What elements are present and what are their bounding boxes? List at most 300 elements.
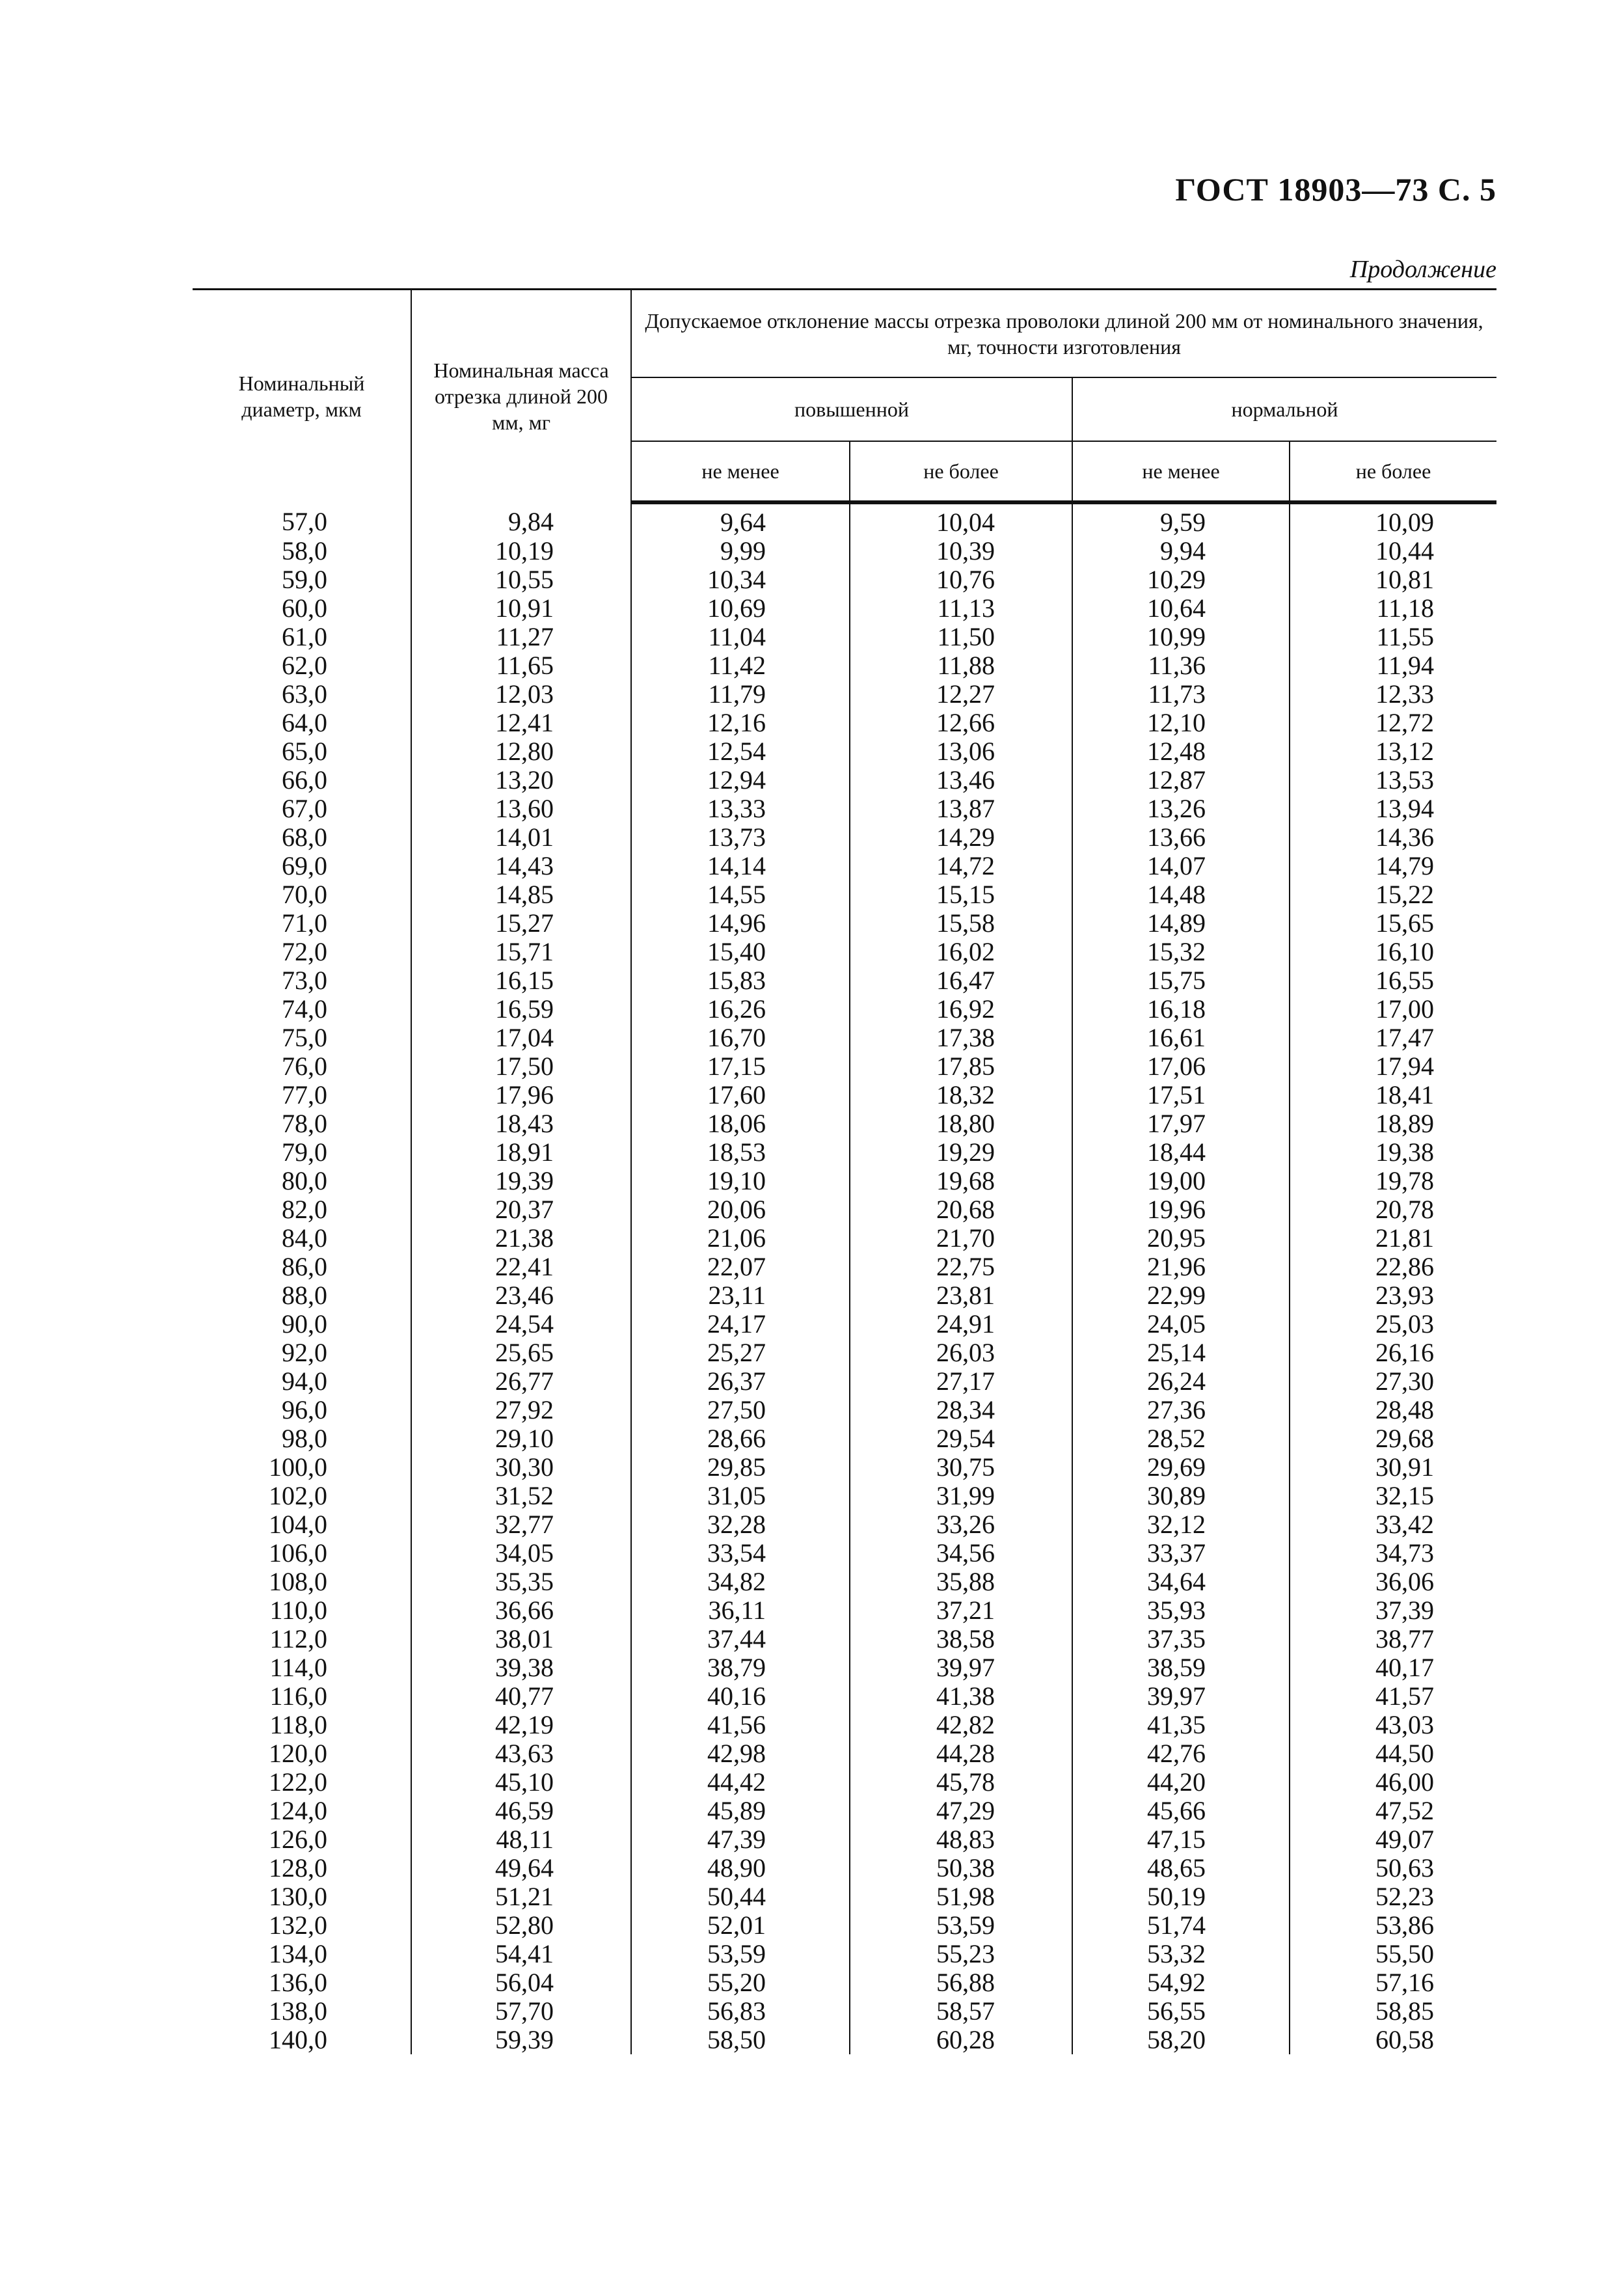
cell-diameter: 104,0 <box>269 1510 327 1539</box>
cell-nominal-mass: 36,66 <box>411 1596 631 1625</box>
table-row <box>193 594 1496 623</box>
cell-normal-not-more: 58,85 <box>1290 1997 1496 2026</box>
cell-normal-not-less: 14,89 <box>1072 909 1290 938</box>
cell-diameter: 92,0 <box>282 1338 327 1367</box>
cell-nominal-mass: 23,46 <box>411 1281 631 1310</box>
cell-normal-not-less: 47,15 <box>1072 1825 1290 1854</box>
table-row <box>193 1453 1496 1482</box>
cell-normal-not-more: 22,86 <box>1290 1253 1496 1281</box>
cell-normal-not-more: 21,81 <box>1290 1224 1496 1253</box>
continuation-label: Продолжение <box>1349 256 1496 283</box>
header-normal-accuracy: нормальной <box>1072 377 1496 441</box>
cell-nominal-mass: 16,15 <box>411 966 631 995</box>
cell-diameter: 126,0 <box>269 1825 327 1854</box>
cell-increased-not-more: 56,88 <box>850 1968 1072 1997</box>
cell-diameter: 116,0 <box>269 1681 327 1711</box>
cell-increased-not-more: 31,99 <box>850 1482 1072 1510</box>
cell-increased-not-more: 10,76 <box>850 565 1072 594</box>
cell-normal-not-less: 29,69 <box>1072 1453 1290 1482</box>
table-body <box>193 502 1496 2054</box>
cell-increased-not-more: 28,34 <box>850 1396 1072 1424</box>
cell-increased-not-less: 18,53 <box>631 1138 850 1167</box>
cell-increased-not-more: 29,54 <box>850 1424 1072 1453</box>
cell-nominal-mass: 15,71 <box>411 938 631 966</box>
cell-increased-not-less: 20,06 <box>631 1195 850 1224</box>
table-row <box>193 1940 1496 1968</box>
cell-increased-not-less: 21,06 <box>631 1224 850 1253</box>
cell-diameter: 69,0 <box>282 851 327 880</box>
cell-nominal-mass: 18,43 <box>411 1109 631 1138</box>
cell-increased-not-less: 10,34 <box>631 565 850 594</box>
cell-diameter: 140,0 <box>269 2025 327 2054</box>
cell-increased-not-less: 44,42 <box>631 1768 850 1797</box>
cell-nominal-mass: 52,80 <box>411 1911 631 1940</box>
cell-normal-not-more: 11,18 <box>1290 594 1496 623</box>
cell-normal-not-more: 17,47 <box>1290 1024 1496 1052</box>
cell-normal-not-less: 17,97 <box>1072 1109 1290 1138</box>
cell-normal-not-less: 13,66 <box>1072 823 1290 852</box>
cell-increased-not-less: 26,37 <box>631 1367 850 1396</box>
cell-diameter: 65,0 <box>282 737 327 766</box>
table-row <box>193 1167 1496 1195</box>
table-row <box>193 909 1496 938</box>
cell-normal-not-more: 18,89 <box>1290 1109 1496 1138</box>
cell-nominal-mass: 48,11 <box>411 1825 631 1854</box>
cell-normal-not-less: 15,75 <box>1072 966 1290 995</box>
cell-normal-not-less: 20,95 <box>1072 1224 1290 1253</box>
cell-nominal-mass: 40,77 <box>411 1682 631 1711</box>
table-row <box>193 1997 1496 2026</box>
cell-normal-not-less: 11,36 <box>1072 651 1290 680</box>
cell-normal-not-less: 50,19 <box>1072 1883 1290 1911</box>
cell-increased-not-more: 16,92 <box>850 995 1072 1024</box>
cell-normal-not-less: 22,99 <box>1072 1281 1290 1310</box>
cell-diameter: 82,0 <box>282 1195 327 1224</box>
cell-increased-not-less: 25,27 <box>631 1339 850 1367</box>
cell-increased-not-less: 50,44 <box>631 1883 850 1911</box>
cell-increased-not-less: 19,10 <box>631 1167 850 1195</box>
cell-normal-not-more: 12,33 <box>1290 680 1496 709</box>
cell-increased-not-less: 52,01 <box>631 1911 850 1940</box>
cell-diameter: 84,0 <box>282 1223 327 1253</box>
cell-diameter: 80,0 <box>282 1166 327 1195</box>
cell-nominal-mass: 12,80 <box>411 737 631 766</box>
cell-diameter: 134,0 <box>269 1939 327 1968</box>
cell-normal-not-less: 12,48 <box>1072 737 1290 766</box>
table-row <box>193 1510 1496 1539</box>
cell-diameter: 77,0 <box>282 1080 327 1109</box>
cell-nominal-mass: 13,60 <box>411 795 631 823</box>
table-row <box>193 1109 1496 1138</box>
cell-increased-not-more: 21,70 <box>850 1224 1072 1253</box>
table-row <box>193 938 1496 966</box>
cell-diameter: 66,0 <box>282 765 327 795</box>
cell-normal-not-more: 16,10 <box>1290 938 1496 966</box>
cell-nominal-mass: 18,91 <box>411 1138 631 1167</box>
cell-nominal-mass: 59,39 <box>411 2026 631 2054</box>
cell-normal-not-more: 20,78 <box>1290 1195 1496 1224</box>
cell-increased-not-more: 45,78 <box>850 1768 1072 1797</box>
cell-normal-not-more: 47,52 <box>1290 1797 1496 1825</box>
table-row <box>193 766 1496 795</box>
cell-increased-not-less: 33,54 <box>631 1539 850 1568</box>
table-row <box>193 1568 1496 1596</box>
cell-increased-not-less: 15,40 <box>631 938 850 966</box>
cell-nominal-mass: 42,19 <box>411 1711 631 1739</box>
cell-nominal-mass: 14,85 <box>411 880 631 909</box>
header-nominal-diameter: Номинальный диаметр, мкм <box>238 372 365 421</box>
cell-normal-not-less: 25,14 <box>1072 1339 1290 1367</box>
cell-increased-not-more: 19,68 <box>850 1167 1072 1195</box>
cell-increased-not-more: 30,75 <box>850 1453 1072 1482</box>
cell-increased-not-less: 18,06 <box>631 1109 850 1138</box>
cell-increased-not-more: 20,68 <box>850 1195 1072 1224</box>
table-row <box>193 1825 1496 1854</box>
cell-normal-not-less: 27,36 <box>1072 1396 1290 1424</box>
cell-increased-not-less: 13,73 <box>631 823 850 852</box>
cell-normal-not-more: 38,77 <box>1290 1625 1496 1653</box>
cell-increased-not-more: 11,13 <box>850 594 1072 623</box>
cell-increased-not-more: 16,02 <box>850 938 1072 966</box>
table-row <box>193 966 1496 995</box>
cell-normal-not-more: 12,72 <box>1290 709 1496 737</box>
cell-normal-not-more: 11,55 <box>1290 623 1496 651</box>
cell-increased-not-less: 14,55 <box>631 880 850 909</box>
cell-normal-not-more: 40,17 <box>1290 1653 1496 1682</box>
cell-normal-not-more: 37,39 <box>1290 1596 1496 1625</box>
cell-increased-not-less: 29,85 <box>631 1453 850 1482</box>
cell-increased-not-more: 17,85 <box>850 1052 1072 1081</box>
cell-normal-not-less: 10,99 <box>1072 623 1290 651</box>
cell-normal-not-less: 19,00 <box>1072 1167 1290 1195</box>
cell-increased-not-less: 12,54 <box>631 737 850 766</box>
cell-increased-not-more: 44,28 <box>850 1739 1072 1768</box>
cell-normal-not-less: 54,92 <box>1072 1968 1290 1997</box>
cell-nominal-mass: 57,70 <box>411 1997 631 2026</box>
cell-increased-not-less: 45,89 <box>631 1797 850 1825</box>
cell-normal-not-more: 11,94 <box>1290 651 1496 680</box>
cell-normal-not-less: 9,59 <box>1072 502 1290 537</box>
table-row <box>193 795 1496 823</box>
cell-increased-not-less: 14,14 <box>631 852 850 880</box>
cell-increased-not-more: 10,39 <box>850 537 1072 565</box>
cell-normal-not-less: 15,32 <box>1072 938 1290 966</box>
cell-increased-not-more: 18,80 <box>850 1109 1072 1138</box>
cell-normal-not-less: 45,66 <box>1072 1797 1290 1825</box>
cell-diameter: 74,0 <box>282 994 327 1024</box>
cell-diameter: 71,0 <box>282 908 327 938</box>
table-row <box>193 1081 1496 1109</box>
cell-diameter: 112,0 <box>269 1624 327 1653</box>
cell-increased-not-less: 10,69 <box>631 594 850 623</box>
cell-diameter: 61,0 <box>282 622 327 651</box>
cell-nominal-mass: 27,92 <box>411 1396 631 1424</box>
table-row <box>193 1883 1496 1911</box>
cell-increased-not-less: 9,99 <box>631 537 850 565</box>
table-row <box>193 852 1496 880</box>
cell-increased-not-more: 34,56 <box>850 1539 1072 1568</box>
cell-normal-not-less: 14,48 <box>1072 880 1290 909</box>
cell-normal-not-more: 16,55 <box>1290 966 1496 995</box>
cell-increased-not-less: 24,17 <box>631 1310 850 1339</box>
cell-normal-not-less: 39,97 <box>1072 1682 1290 1711</box>
cell-increased-not-less: 11,42 <box>631 651 850 680</box>
cell-normal-not-less: 33,37 <box>1072 1539 1290 1568</box>
table-row <box>193 1596 1496 1625</box>
cell-normal-not-less: 51,74 <box>1072 1911 1290 1940</box>
cell-increased-not-more: 16,47 <box>850 966 1072 995</box>
cell-normal-not-less: 32,12 <box>1072 1510 1290 1539</box>
cell-normal-not-less: 42,76 <box>1072 1739 1290 1768</box>
cell-diameter: 118,0 <box>269 1710 327 1739</box>
table-row <box>193 1653 1496 1682</box>
table-row <box>193 1625 1496 1653</box>
cell-normal-not-more: 17,94 <box>1290 1052 1496 1081</box>
cell-increased-not-less: 15,83 <box>631 966 850 995</box>
cell-normal-not-less: 10,64 <box>1072 594 1290 623</box>
cell-normal-not-less: 12,87 <box>1072 766 1290 795</box>
cell-diameter: 94,0 <box>282 1366 327 1396</box>
table-row <box>193 823 1496 852</box>
cell-increased-not-less: 37,44 <box>631 1625 850 1653</box>
cell-diameter: 63,0 <box>282 679 327 709</box>
cell-increased-not-less: 36,11 <box>631 1596 850 1625</box>
header-increased-not-less: не менее <box>631 441 850 502</box>
table-row <box>193 1339 1496 1367</box>
table-row <box>193 880 1496 909</box>
cell-normal-not-more: 13,53 <box>1290 766 1496 795</box>
cell-normal-not-less: 56,55 <box>1072 1997 1290 2026</box>
cell-increased-not-less: 41,56 <box>631 1711 850 1739</box>
cell-increased-not-less: 58,50 <box>631 2026 850 2054</box>
cell-diameter: 124,0 <box>269 1796 327 1825</box>
cell-nominal-mass: 39,38 <box>411 1653 631 1682</box>
cell-normal-not-less: 17,06 <box>1072 1052 1290 1081</box>
cell-increased-not-more: 14,72 <box>850 852 1072 880</box>
table-row <box>193 1911 1496 1940</box>
cell-increased-not-more: 48,83 <box>850 1825 1072 1854</box>
cell-normal-not-less: 11,73 <box>1072 680 1290 709</box>
cell-increased-not-less: 12,16 <box>631 709 850 737</box>
table-row <box>193 1424 1496 1453</box>
table-row <box>193 1281 1496 1310</box>
cell-normal-not-more: 10,09 <box>1290 502 1496 537</box>
cell-normal-not-more: 41,57 <box>1290 1682 1496 1711</box>
cell-normal-not-less: 28,52 <box>1072 1424 1290 1453</box>
cell-diameter: 114,0 <box>269 1653 327 1682</box>
cell-nominal-mass: 19,39 <box>411 1167 631 1195</box>
cell-diameter: 138,0 <box>269 1996 327 2026</box>
table-row <box>193 1024 1496 1052</box>
cell-diameter: 72,0 <box>282 937 327 966</box>
cell-nominal-mass: 11,65 <box>411 651 631 680</box>
cell-increased-not-less: 31,05 <box>631 1482 850 1510</box>
cell-nominal-mass: 51,21 <box>411 1883 631 1911</box>
table-row <box>193 737 1496 766</box>
cell-normal-not-less: 16,18 <box>1072 995 1290 1024</box>
cell-increased-not-less: 47,39 <box>631 1825 850 1854</box>
cell-diameter: 96,0 <box>282 1395 327 1424</box>
cell-normal-not-less: 37,35 <box>1072 1625 1290 1653</box>
cell-normal-not-less: 44,20 <box>1072 1768 1290 1797</box>
cell-increased-not-more: 11,88 <box>850 651 1072 680</box>
cell-increased-not-less: 11,79 <box>631 680 850 709</box>
cell-normal-not-less: 19,96 <box>1072 1195 1290 1224</box>
cell-increased-not-more: 13,46 <box>850 766 1072 795</box>
cell-nominal-mass: 22,41 <box>411 1253 631 1281</box>
cell-normal-not-less: 17,51 <box>1072 1081 1290 1109</box>
cell-normal-not-more: 34,73 <box>1290 1539 1496 1568</box>
cell-normal-not-less: 18,44 <box>1072 1138 1290 1167</box>
table-row <box>193 995 1496 1024</box>
table-row <box>193 1396 1496 1424</box>
cell-normal-not-more: 15,65 <box>1290 909 1496 938</box>
cell-normal-not-more: 13,12 <box>1290 737 1496 766</box>
cell-normal-not-less: 13,26 <box>1072 795 1290 823</box>
cell-normal-not-less: 12,10 <box>1072 709 1290 737</box>
cell-normal-not-less: 38,59 <box>1072 1653 1290 1682</box>
table-row <box>193 1968 1496 1997</box>
cell-increased-not-more: 37,21 <box>850 1596 1072 1625</box>
table-row <box>193 502 1496 537</box>
cell-increased-not-more: 13,87 <box>850 795 1072 823</box>
cell-diameter: 58,0 <box>282 536 327 565</box>
header-nominal-mass: Номинальная масса отрезка длиной 200 мм, мг <box>411 290 631 503</box>
cell-diameter: 132,0 <box>269 1910 327 1940</box>
cell-nominal-mass: 30,30 <box>411 1453 631 1482</box>
cell-increased-not-more: 12,66 <box>850 709 1072 737</box>
cell-increased-not-more: 15,58 <box>850 909 1072 938</box>
cell-increased-not-more: 24,91 <box>850 1310 1072 1339</box>
table-row <box>193 1797 1496 1825</box>
cell-nominal-mass: 56,04 <box>411 1968 631 1997</box>
cell-increased-not-less: 34,82 <box>631 1568 850 1596</box>
cell-normal-not-more: 19,38 <box>1290 1138 1496 1167</box>
cell-increased-not-more: 58,57 <box>850 1997 1072 2026</box>
cell-normal-not-more: 10,44 <box>1290 537 1496 565</box>
cell-increased-not-less: 16,26 <box>631 995 850 1024</box>
cell-diameter: 73,0 <box>282 966 327 995</box>
cell-nominal-mass: 14,01 <box>411 823 631 852</box>
cell-increased-not-more: 33,26 <box>850 1510 1072 1539</box>
cell-normal-not-more: 27,30 <box>1290 1367 1496 1396</box>
cell-normal-not-more: 10,81 <box>1290 565 1496 594</box>
cell-increased-not-more: 41,38 <box>850 1682 1072 1711</box>
cell-nominal-mass: 24,54 <box>411 1310 631 1339</box>
cell-increased-not-less: 9,64 <box>631 502 850 537</box>
cell-normal-not-more: 53,86 <box>1290 1911 1496 1940</box>
cell-increased-not-more: 14,29 <box>850 823 1072 852</box>
cell-diameter: 90,0 <box>282 1309 327 1339</box>
cell-normal-not-more: 43,03 <box>1290 1711 1496 1739</box>
cell-diameter: 108,0 <box>269 1567 327 1596</box>
table-row <box>193 680 1496 709</box>
cell-nominal-mass: 10,91 <box>411 594 631 623</box>
cell-normal-not-more: 46,00 <box>1290 1768 1496 1797</box>
cell-increased-not-more: 11,50 <box>850 623 1072 651</box>
cell-increased-not-more: 27,17 <box>850 1367 1072 1396</box>
cell-nominal-mass: 45,10 <box>411 1768 631 1797</box>
cell-nominal-mass: 20,37 <box>411 1195 631 1224</box>
cell-increased-not-more: 42,82 <box>850 1711 1072 1739</box>
cell-normal-not-more: 44,50 <box>1290 1739 1496 1768</box>
mass-tolerance-table <box>193 288 1496 2054</box>
cell-diameter: 67,0 <box>282 794 327 823</box>
cell-nominal-mass: 10,19 <box>411 537 631 565</box>
cell-normal-not-less: 35,93 <box>1072 1596 1290 1625</box>
cell-diameter: 110,0 <box>269 1596 327 1625</box>
cell-nominal-mass: 25,65 <box>411 1339 631 1367</box>
cell-increased-not-more: 60,28 <box>850 2026 1072 2054</box>
cell-normal-not-more: 55,50 <box>1290 1940 1496 1968</box>
cell-normal-not-more: 60,58 <box>1290 2026 1496 2054</box>
cell-diameter: 128,0 <box>269 1853 327 1883</box>
cell-increased-not-more: 47,29 <box>850 1797 1072 1825</box>
cell-normal-not-more: 52,23 <box>1290 1883 1496 1911</box>
cell-nominal-mass: 32,77 <box>411 1510 631 1539</box>
header-normal-not-more: не более <box>1290 441 1496 502</box>
cell-increased-not-less: 38,79 <box>631 1653 850 1682</box>
cell-increased-not-more: 13,06 <box>850 737 1072 766</box>
cell-diameter: 68,0 <box>282 823 327 852</box>
cell-normal-not-more: 33,42 <box>1290 1510 1496 1539</box>
table-row <box>193 2026 1496 2054</box>
cell-diameter: 136,0 <box>269 1968 327 1997</box>
cell-nominal-mass: 31,52 <box>411 1482 631 1510</box>
cell-increased-not-more: 23,81 <box>850 1281 1072 1310</box>
cell-diameter: 57,0 <box>282 506 327 536</box>
cell-diameter: 79,0 <box>282 1137 327 1167</box>
cell-diameter: 60,0 <box>282 593 327 623</box>
cell-normal-not-more: 23,93 <box>1290 1281 1496 1310</box>
cell-nominal-mass: 11,27 <box>411 623 631 651</box>
cell-increased-not-more: 53,59 <box>850 1911 1072 1940</box>
cell-nominal-mass: 10,55 <box>411 565 631 594</box>
table-row <box>193 1739 1496 1768</box>
cell-nominal-mass: 54,41 <box>411 1940 631 1968</box>
cell-nominal-mass: 35,35 <box>411 1568 631 1596</box>
cell-normal-not-more: 25,03 <box>1290 1310 1496 1339</box>
cell-increased-not-more: 10,04 <box>850 502 1072 537</box>
cell-diameter: 102,0 <box>269 1481 327 1510</box>
cell-nominal-mass: 16,59 <box>411 995 631 1024</box>
cell-increased-not-more: 39,97 <box>850 1653 1072 1682</box>
cell-diameter: 120,0 <box>269 1739 327 1768</box>
header-increased-accuracy: повышенной <box>631 377 1072 441</box>
cell-normal-not-more: 26,16 <box>1290 1339 1496 1367</box>
cell-increased-not-less: 40,16 <box>631 1682 850 1711</box>
cell-increased-not-less: 56,83 <box>631 1997 850 2026</box>
cell-normal-not-less: 30,89 <box>1072 1482 1290 1510</box>
cell-nominal-mass: 26,77 <box>411 1367 631 1396</box>
table-row <box>193 651 1496 680</box>
mass-tolerance-table-container <box>193 288 1496 2054</box>
cell-nominal-mass: 49,64 <box>411 1854 631 1883</box>
cell-increased-not-more: 22,75 <box>850 1253 1072 1281</box>
cell-diameter: 130,0 <box>269 1882 327 1911</box>
cell-nominal-mass: 38,01 <box>411 1625 631 1653</box>
cell-increased-not-less: 27,50 <box>631 1396 850 1424</box>
cell-diameter: 70,0 <box>282 880 327 909</box>
header-normal-not-less: не менее <box>1072 441 1290 502</box>
cell-nominal-mass: 14,43 <box>411 852 631 880</box>
cell-increased-not-less: 16,70 <box>631 1024 850 1052</box>
cell-increased-not-less: 17,15 <box>631 1052 850 1081</box>
cell-normal-not-less: 24,05 <box>1072 1310 1290 1339</box>
cell-normal-not-more: 17,00 <box>1290 995 1496 1024</box>
table-row <box>193 1195 1496 1224</box>
cell-normal-not-less: 41,35 <box>1072 1711 1290 1739</box>
